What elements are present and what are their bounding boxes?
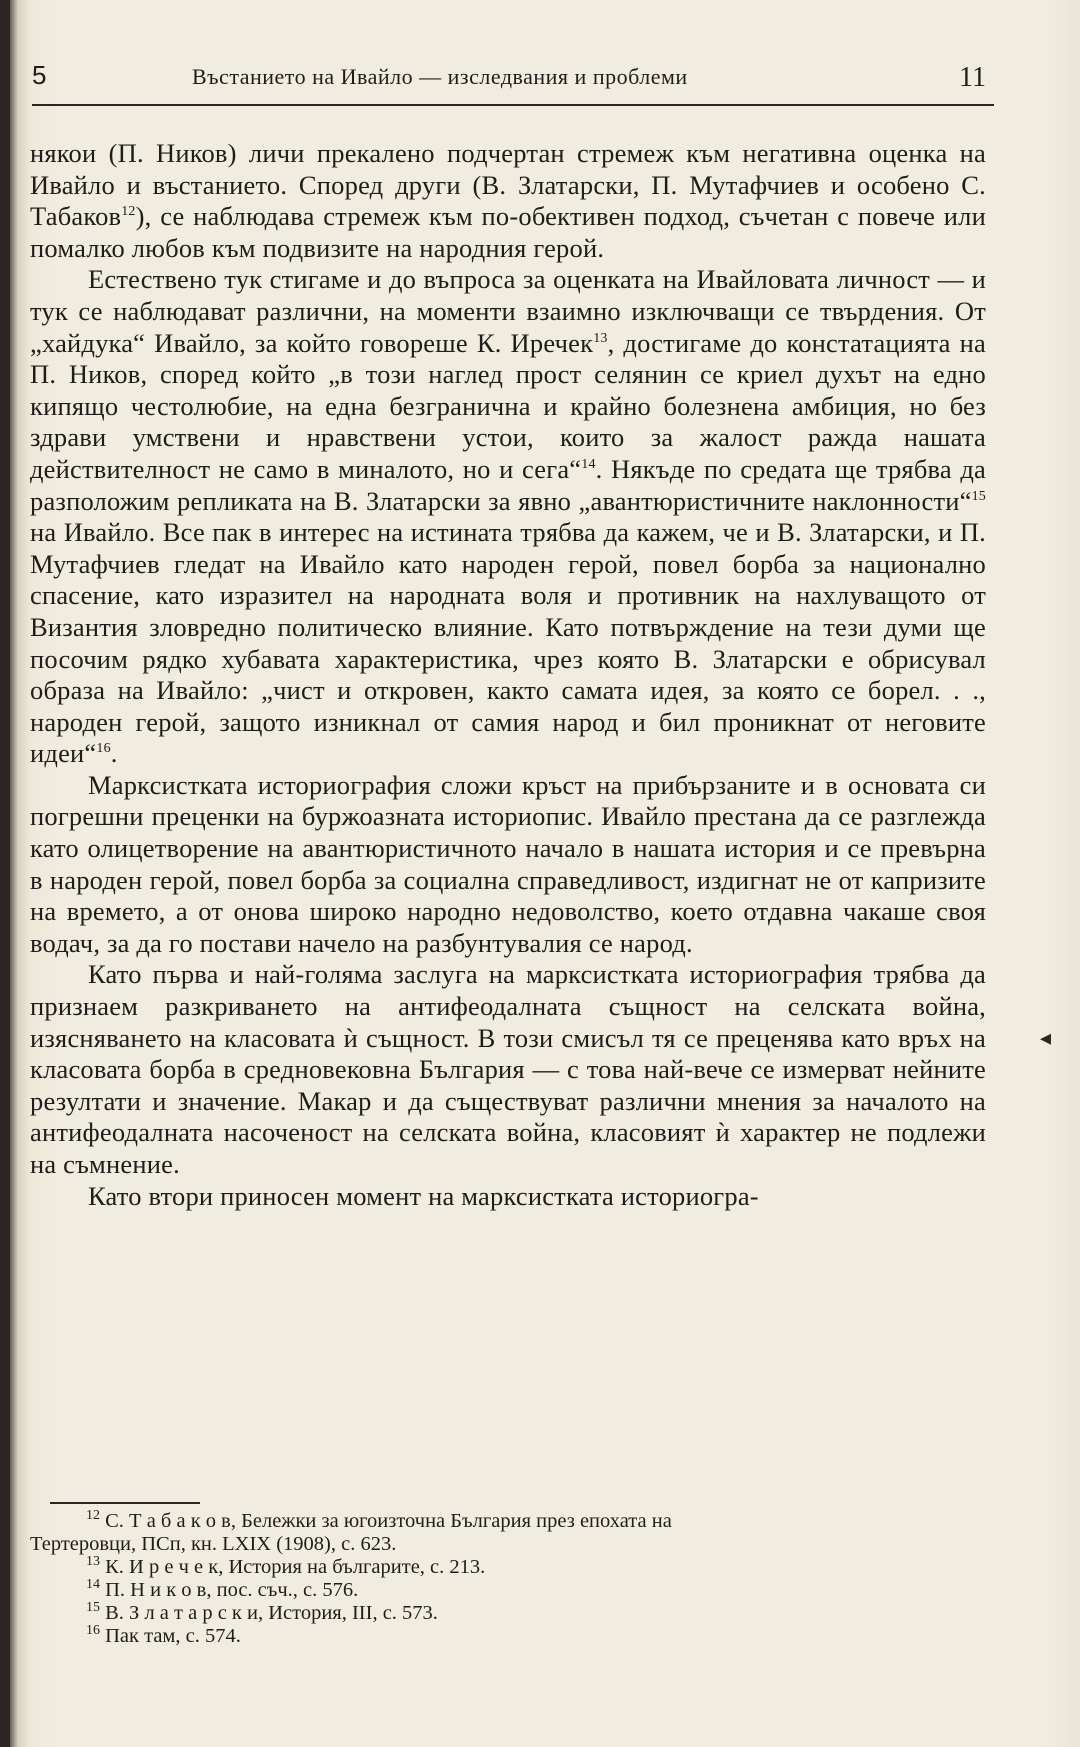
header-left-number: 5 [32, 60, 47, 90]
paragraph-2 [30, 264, 986, 770]
footnote-13 [30, 1556, 986, 1579]
footnote-number: 16 [86, 1623, 100, 1639]
footnote-ref-16: 16 [96, 741, 111, 757]
paragraph-1 [30, 138, 986, 264]
footnote-14 [30, 1579, 986, 1602]
paragraph-2-text-b: , достигаме до констатацията на П. Ников, според който „в този наглед прост селянин се криел духът на едно кипящо честолюбие, на една безгранична и крайно болезнена амбиция, но без здрави умствени и нравствени устои, които за жалост ражда нашата действителност не само в миналото, но и сега“ [30, 327, 987, 484]
footnote-text: Пак там, с. 574. [105, 1625, 241, 1647]
paragraph-2-text-d: на Ивайло. Все пак в интерес на истината трябва да кажем, че и В. Златарски, и П. Мутафчиев гледат на Ивайло като народен герой, повел борба за национално спасение, като изразител на народната воля и противник на нахлуващото от Византия зловредно политическо влияние. Като потвърждение на тези думи ще посочим рядко хубавата характеристика, чрез която В. Златарски е обрисувал образа на Ивайло: „чист и откровен, както самата идея, за която се борел. . ., народен герой, защото изникнал от самия народ и бил проникнат от неговите идеи“ [30, 517, 986, 769]
paragraph-1-text: някои (П. Ников) личи прекалено подчертан стремеж към негативна оценка на Ивайло и въстанието. Според други (В. Златарски, П. Мутафчиев и особено С. Табаков [30, 138, 986, 232]
footnote-number: 15 [86, 1600, 100, 1616]
paragraph-3: Марксистката историография сложи кръст на прибързаните и в основата си погрешни преценки на буржоазната историопис. Ивайло престана да се разглежда като олицетворение на авантюристичното начало в нашата история и се превърна в народен герой, повел борба за социална справедливост, издигнат не от капризите на времето, а от онова широко народно недоволство, което отдавна чакаше своя водач, за да го постави начело на разбунтувалия се народ. [30, 769, 986, 958]
footnote-number: 13 [86, 1554, 100, 1570]
book-spine-edge [0, 0, 10, 1747]
page-number: 11 [959, 62, 986, 93]
footnote-ref-13: 13 [593, 330, 608, 346]
footnote-ref-12: 12 [121, 204, 136, 220]
footnote-ref-15: 15 [971, 488, 986, 504]
footnote-15 [30, 1602, 986, 1625]
footnote-16 [30, 1625, 986, 1648]
footnote-text: В. З л а т а р с к и, История, III, с. 573. [105, 1602, 438, 1624]
footnote-text: С. Т а б а к о в, Бележки за югоизточна България през епохата на [105, 1510, 672, 1532]
footnote-divider [50, 1502, 200, 1504]
paragraph-2-text-c: . Някъде по средата ще трябва да разположим репликата на В. Златарски за явно „авантюристичните наклонности“ [30, 453, 986, 516]
footnote-text-continued: Тертеровци, ПСп, кн. LXIX (1908), с. 623. [30, 1533, 397, 1555]
footnote-number: 12 [86, 1508, 100, 1524]
paragraph-1-text-end: ), се наблюдава стремеж към по-обективен подход, съчетан с повече или помалко любов към подвизите на народния герой. [30, 201, 986, 263]
paragraph-5: Като втори приносен момент на марксистката историогра- [88, 1180, 759, 1211]
footnotes [30, 1510, 986, 1648]
margin-arrow-mark: ◂ [1040, 1025, 1052, 1050]
paragraph-4: Като първа и най-голяма заслуга на марксистката историография трябва да признаем разкриването на антифеодалната същност на селската война, изясняването на класовата ѝ същност. В този смисъл тя се преценява като връх на класовата борба в средновековна България — с това най-вече се измерват нейните резултати и значение. Макар и да съществуват различни мнения за началото на антифеодалната насоченост на селската война, класовият ѝ характер не подлежи на съмнение. [30, 959, 986, 1179]
body-text [30, 138, 986, 1212]
running-header [32, 60, 994, 106]
footnote-text: К. И р е ч е к, История на българите, с. 213. [105, 1556, 486, 1578]
paragraph-2-text-a: Естествено тук стигаме и до въпроса за оценката на Ивайловата личност — и тук се наблюдават различни, на моменти взаимно изключващи се твърдения. От „хайдука“ Ивайло, за който говореше К. Иречек [30, 264, 986, 358]
paragraph-2-text-e: . [110, 738, 118, 769]
footnote-text: П. Н и к о в, пос. съч., с. 576. [105, 1579, 359, 1601]
running-title: Въстанието на Ивайло — изследвания и проблеми [192, 64, 688, 89]
footnote-12 [30, 1510, 986, 1556]
footnote-ref-14: 14 [581, 457, 596, 473]
footnote-number: 14 [86, 1577, 100, 1593]
